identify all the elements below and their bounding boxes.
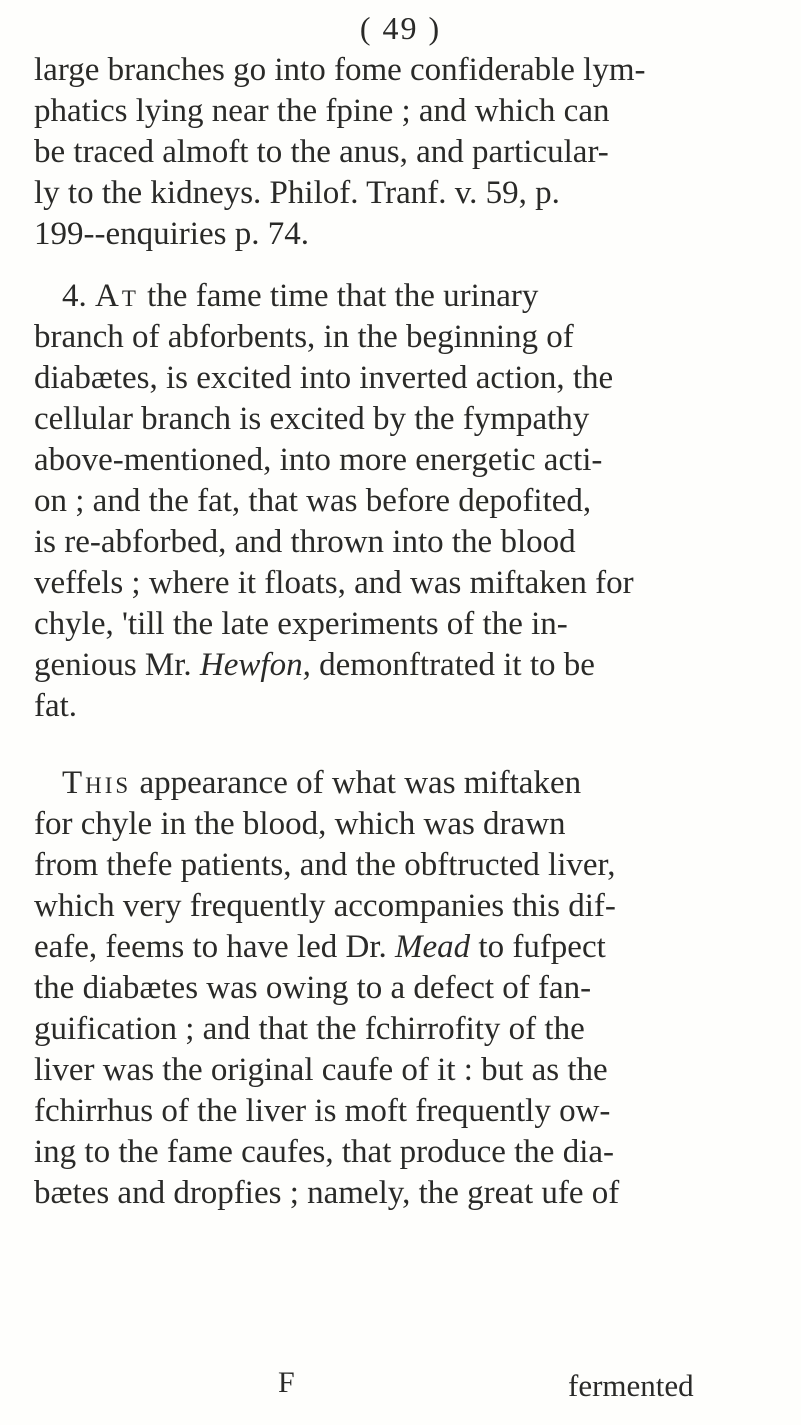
text-line: the diabætes was owing to a defect of fan- [34,970,592,1006]
text-run: to fufpect [470,929,606,965]
paragraph-number: 4. [62,278,87,314]
text-line: cellular branch is excited by the fympathy [34,401,590,437]
text-line [62,763,581,804]
text-run: the fame time that the urinary [147,278,539,314]
text-run: appearance of what was miftaken [139,765,582,801]
text-run: genious Mr. [34,647,200,683]
text-run: demonftrated it to be [310,647,595,683]
text-line: which very frequently accompanies this dif- [34,888,616,924]
text-line [34,645,595,686]
text-line: fchirrhus of the liver is moft frequently ow- [34,1093,611,1129]
text-line [62,276,538,317]
text-line: ing to the fame caufes, that produce the dia- [34,1134,615,1170]
text-line: be traced almoft to the anus, and particular- [34,134,609,170]
text-line: chyle, 'till the late experiments of the in- [34,606,568,642]
text-line: phatics lying near the fpine ; and which can [34,93,610,129]
text-line: liver was the original caufe of it : but as the [34,1052,608,1088]
text-line: is re-abforbed, and thrown into the blood [34,524,576,560]
text-line: ly to the kidneys. Philof. Tranf. v. 59, p. [34,175,560,211]
text-run: eafe, feems to have led Dr. [34,929,396,965]
text-line: veffels ; where it floats, and was miftaken for [34,565,634,601]
italic-name: Hewfon, [199,647,311,683]
page-number-header: ( 49 ) [359,10,442,46]
signature-mark: F [278,1366,295,1399]
text-line: bætes and dropfies ; namely, the great ufe of [34,1175,620,1211]
paragraph-lead-word: This [62,765,132,801]
italic-name: Mead [395,929,471,965]
text-line: above-mentioned, into more energetic acti- [34,442,603,478]
text-line [34,927,606,968]
catchword: fermented [568,1368,694,1403]
paragraph-lead-word: At [95,278,139,314]
text-line: guification ; and that the fchirrofity of the [34,1011,585,1047]
text-line: 199--enquiries p. 74. [34,216,309,252]
text-line: on ; and the fat, that was before depofited, [34,483,592,519]
text-line: branch of abforbents, in the beginning of [34,319,574,355]
text-line: diabætes, is excited into inverted action, the [34,360,614,396]
text-line: fat. [34,688,78,724]
text-line: from thefe patients, and the obftructed liver, [34,847,616,883]
text-line: for chyle in the blood, which was drawn [34,806,566,842]
text-line: large branches go into fome confiderable lym- [34,52,646,88]
